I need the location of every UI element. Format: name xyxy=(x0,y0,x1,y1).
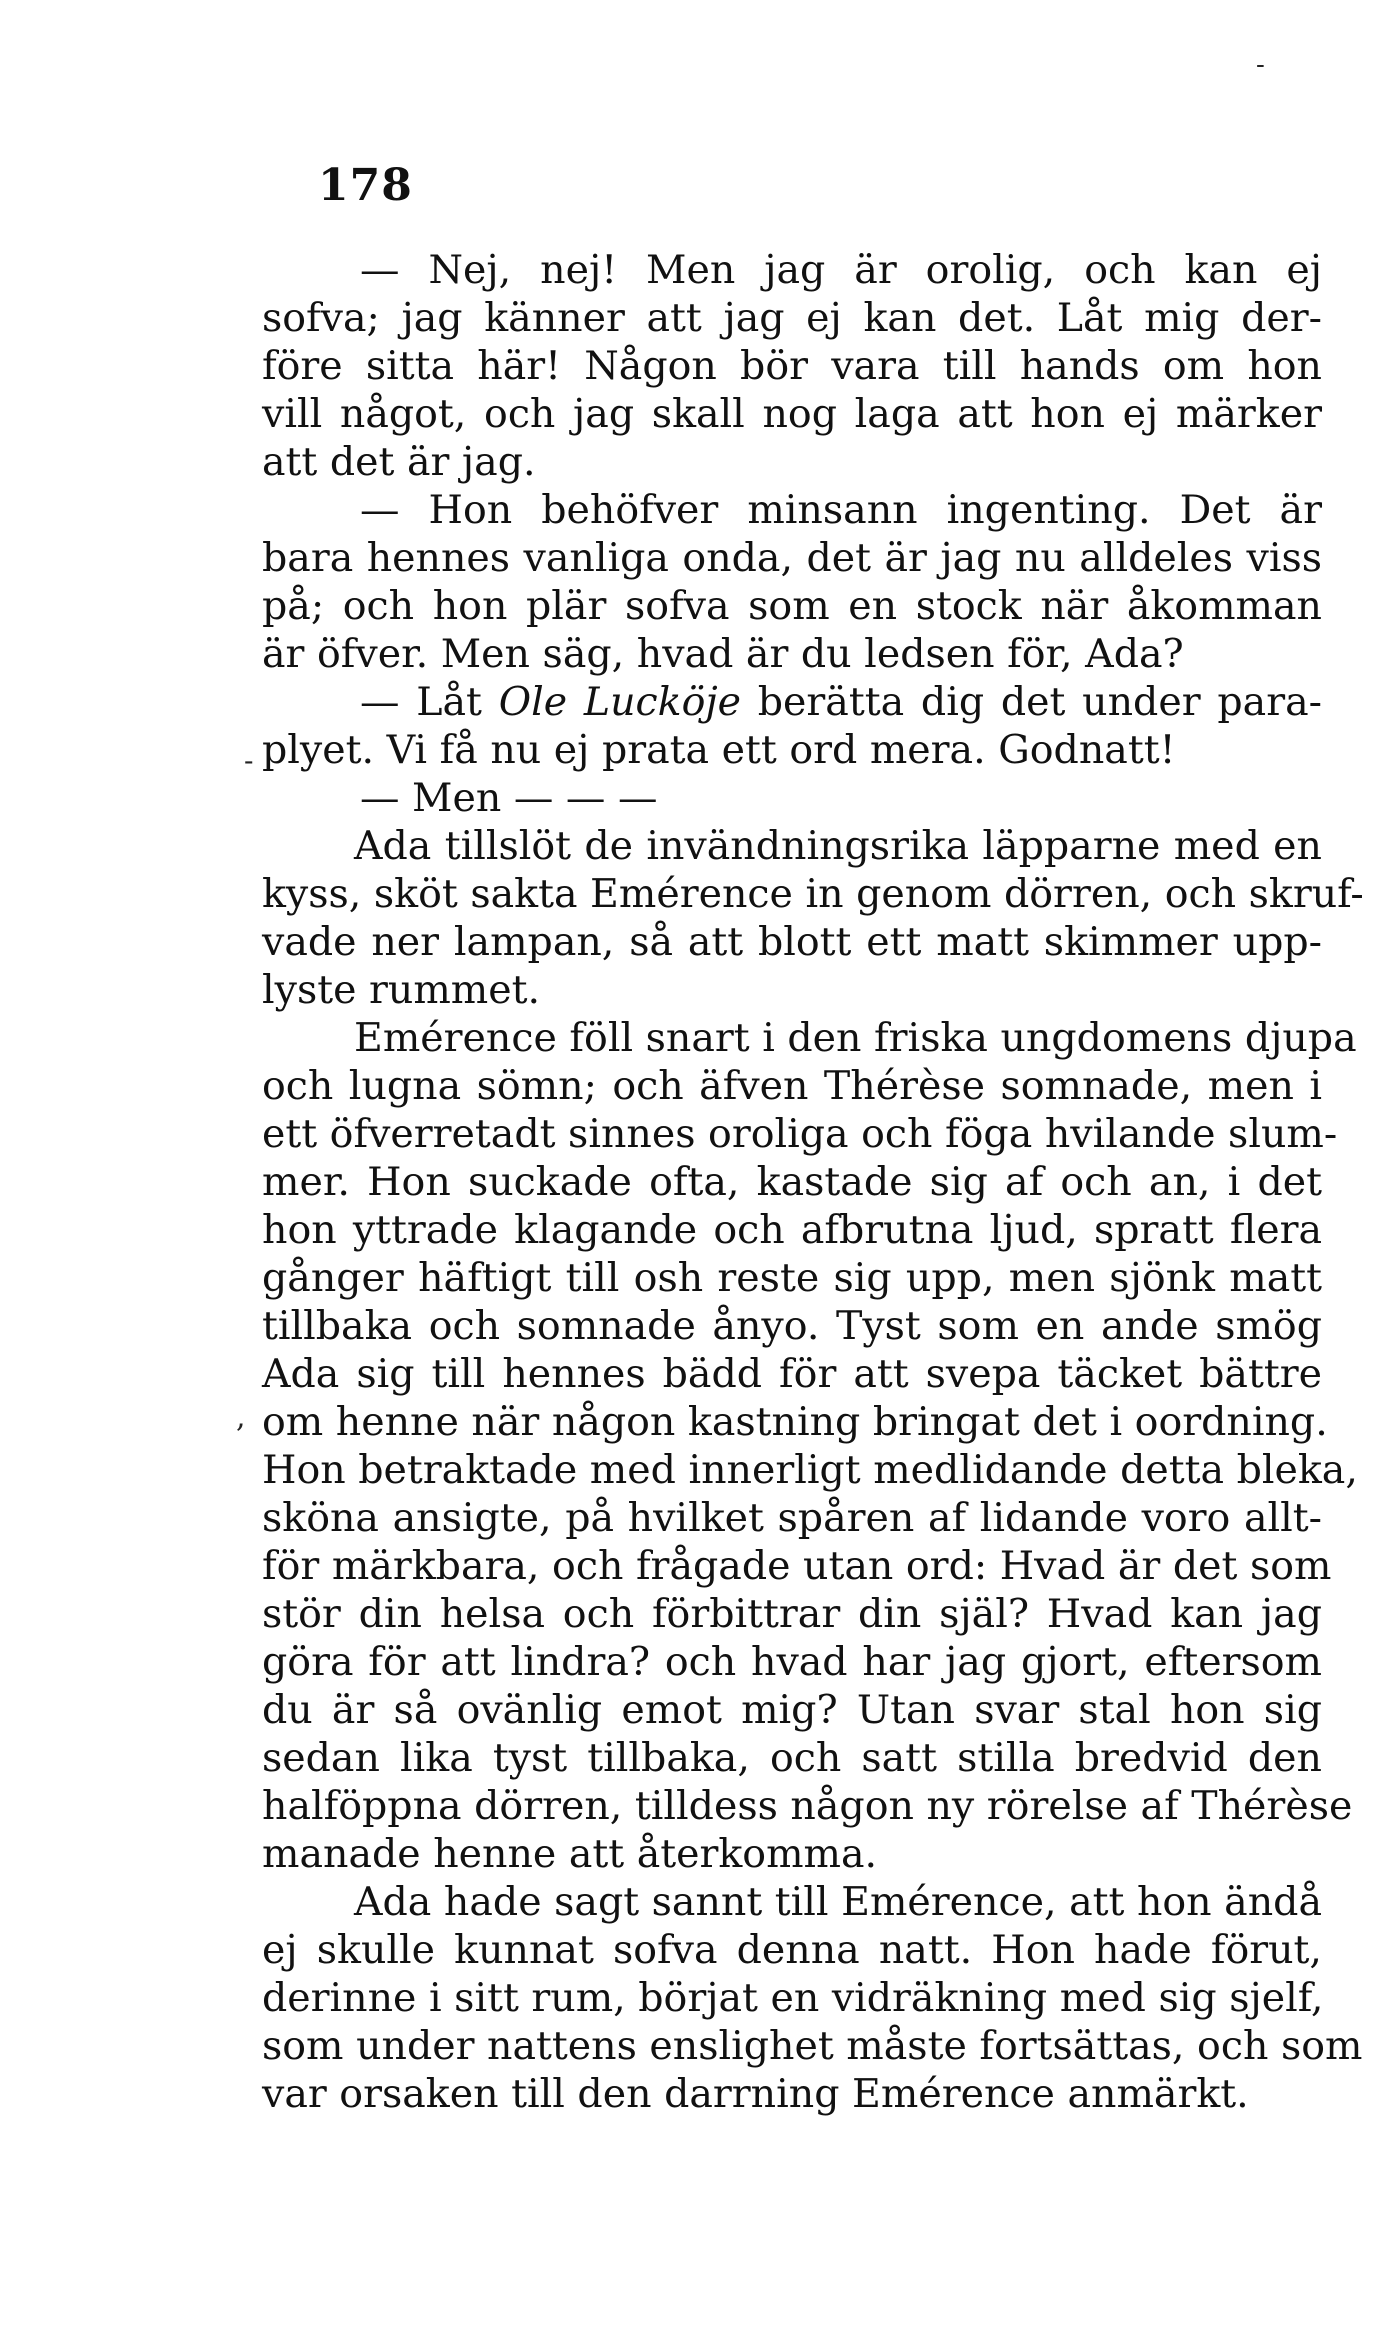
text-line: som under nattens enslighet måste fortsättas, och som xyxy=(262,2023,1363,2069)
text-line: — Hon behöfver minsann ingenting. Det är xyxy=(360,487,1322,533)
text-line: före sitta här! Någon bör vara till hands om hon xyxy=(262,343,1322,389)
text-line: vade ner lampan, så att blott ett matt skimmer upp- xyxy=(262,919,1322,965)
text-line: halföppna dörren, tilldess någon ny rörelse af Thérèse xyxy=(262,1783,1353,1829)
text-line: att det är jag. xyxy=(262,439,536,485)
text-line: sofva; jag känner att jag ej kan det. Låt mig der- xyxy=(262,295,1322,341)
text-line: vill något, och jag skall nog laga att hon ej märker xyxy=(262,391,1322,437)
text-line: Ada hade sagt sannt till Emérence, att hon ändå xyxy=(354,1879,1322,1925)
text-line: bara hennes vanliga onda, det är jag nu alldeles viss xyxy=(262,535,1322,581)
margin-mark-left-dash: - xyxy=(244,744,254,777)
text-segment: berätta dig det under para- xyxy=(757,679,1322,725)
text-line: sedan lika tyst tillbaka, och satt stilla bredvid den xyxy=(262,1735,1322,1781)
text-line: plyet. Vi få nu ej prata ett ord mera. Godnatt! xyxy=(262,727,1176,773)
text-line: ett öfverretadt sinnes oroliga och föga hvilande slum- xyxy=(262,1111,1338,1157)
margin-mark-top: - xyxy=(1256,50,1265,80)
text-segment: — Låt xyxy=(360,679,482,725)
text-line: — Nej, nej! Men jag är orolig, och kan ej xyxy=(360,247,1322,293)
page-number: 178 xyxy=(318,160,413,211)
text-line: tillbaka och somnade ånyo. Tyst som en ande smög xyxy=(262,1303,1322,1349)
text-line: mer. Hon suckade ofta, kastade sig af och an, i det xyxy=(262,1159,1322,1205)
text-line: för märkbara, och frågade utan ord: Hvad är det som xyxy=(262,1543,1332,1589)
text-line: var orsaken till den darrning Emérence anmärkt. xyxy=(262,2071,1249,2117)
text-line: — Men — — — xyxy=(360,775,658,821)
text-line: om henne när någon kastning bringat det i oordning. xyxy=(262,1399,1328,1445)
text-line: kyss, sköt sakta Emérence in genom dörren, och skruf- xyxy=(262,871,1364,917)
text-line: Emérence föll snart i den friska ungdomens djupa xyxy=(354,1015,1357,1061)
text-line: och lugna sömn; och äfven Thérèse somnade, men i xyxy=(262,1063,1322,1109)
text-line: stör din helsa och förbittrar din själ? Hvad kan jag xyxy=(262,1591,1322,1637)
text-line: manade henne att återkomma. xyxy=(262,1831,878,1877)
text-line xyxy=(262,678,1322,726)
text-line: du är så ovänlig emot mig? Utan svar stal hon sig xyxy=(262,1687,1322,1733)
text-line: göra för att lindra? och hvad har jag gjort, eftersom xyxy=(262,1639,1322,1685)
text-line: Ada tillslöt de invändningsrika läpparne med en xyxy=(354,823,1322,869)
text-line: hon yttrade klagande och afbrutna ljud, spratt flera xyxy=(262,1207,1322,1253)
italic-name: Ole Lucköje xyxy=(498,679,741,725)
text-line: gånger häftigt till osh reste sig upp, men sjönk matt xyxy=(262,1255,1322,1301)
text-line: Hon betraktade med innerligt medlidande detta bleka, xyxy=(262,1447,1358,1493)
text-line: Ada sig till hennes bädd för att svepa täcket bättre xyxy=(262,1351,1322,1397)
text-line: är öfver. Men säg, hvad är du ledsen för, Ada? xyxy=(262,631,1184,677)
text-line: på; och hon plär sofva som en stock när åkomman xyxy=(262,583,1322,629)
text-line: sköna ansigte, på hvilket spåren af lidande voro allt- xyxy=(262,1495,1322,1541)
text-line: derinne i sitt rum, börjat en vidräkning med sig sjelf, xyxy=(262,1975,1324,2021)
text-line: ej skulle kunnat sofva denna natt. Hon hade förut, xyxy=(262,1927,1322,1973)
margin-mark-left-comma: , xyxy=(236,1400,246,1435)
text-line: lyste rummet. xyxy=(262,967,541,1013)
body-text xyxy=(262,246,1364,2118)
